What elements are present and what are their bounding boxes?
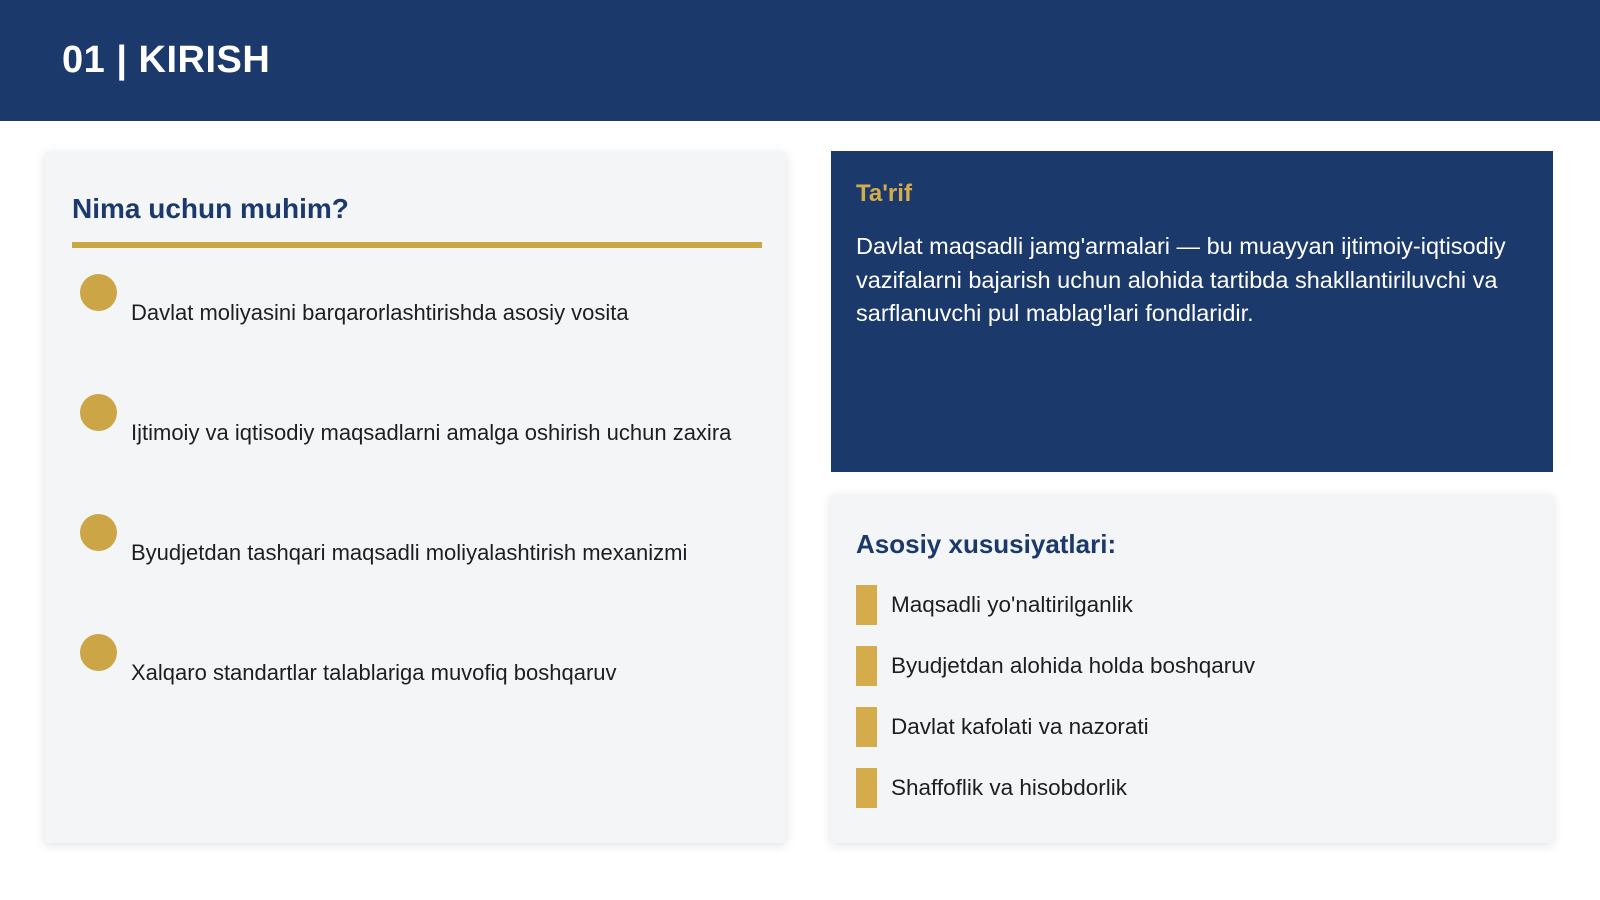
title-divider (72, 242, 762, 248)
feature-item (856, 768, 1527, 808)
feature-item (856, 707, 1527, 747)
definition-card (831, 151, 1553, 472)
list-item (72, 514, 760, 634)
feature-marker-icon (856, 768, 877, 808)
list-item (72, 274, 760, 394)
list-item-text: Ijtimoiy va iqtisodiy maqsadlarni amalga oshirish uchun zaxira (131, 420, 732, 445)
list-item-text: Davlat moliyasini barqarorlashtirishda asosiy vosita (131, 300, 629, 325)
definition-text: Davlat maqsadli jamg'armalari — bu muayyan ijtimoiy-iqtisodiy vazifalarni bajarish uchun alohida tartibda shakllantiriluvchi va sarflanuvchi pul mablag'lari fondlaridir. (856, 233, 1506, 326)
feature-item (856, 585, 1527, 625)
why-important-title: Nima uchun muhim? (72, 193, 349, 224)
list-item (72, 394, 760, 514)
feature-text: Byudjetdan alohida holda boshqaruv (891, 653, 1256, 678)
feature-marker-icon (856, 585, 877, 625)
feature-text: Maqsadli yo'naltirilganlik (891, 592, 1133, 617)
reasons-list (72, 274, 760, 754)
slide-header (0, 0, 1600, 121)
feature-item (856, 646, 1527, 686)
feature-text: Davlat kafolati va nazorati (891, 714, 1149, 739)
bullet-dot-icon (80, 394, 117, 431)
bullet-dot-icon (80, 634, 117, 671)
features-card (831, 495, 1553, 843)
bullet-dot-icon (80, 514, 117, 551)
feature-marker-icon (856, 707, 877, 747)
feature-text: Shaffoflik va hisobdorlik (891, 775, 1127, 800)
feature-marker-icon (856, 646, 877, 686)
slide-title: 01 | KIRISH (62, 39, 271, 81)
features-title: Asosiy xususiyatlari: (856, 529, 1117, 559)
list-item-text: Byudjetdan tashqari maqsadli moliyalashtirish mexanizmi (131, 540, 688, 565)
bullet-dot-icon (80, 274, 117, 311)
definition-label: Ta'rif (856, 180, 912, 207)
features-list (856, 585, 1527, 808)
list-item (72, 634, 760, 754)
why-important-card (45, 152, 786, 843)
list-item-text: Xalqaro standartlar talablariga muvofiq boshqaruv (131, 660, 617, 685)
